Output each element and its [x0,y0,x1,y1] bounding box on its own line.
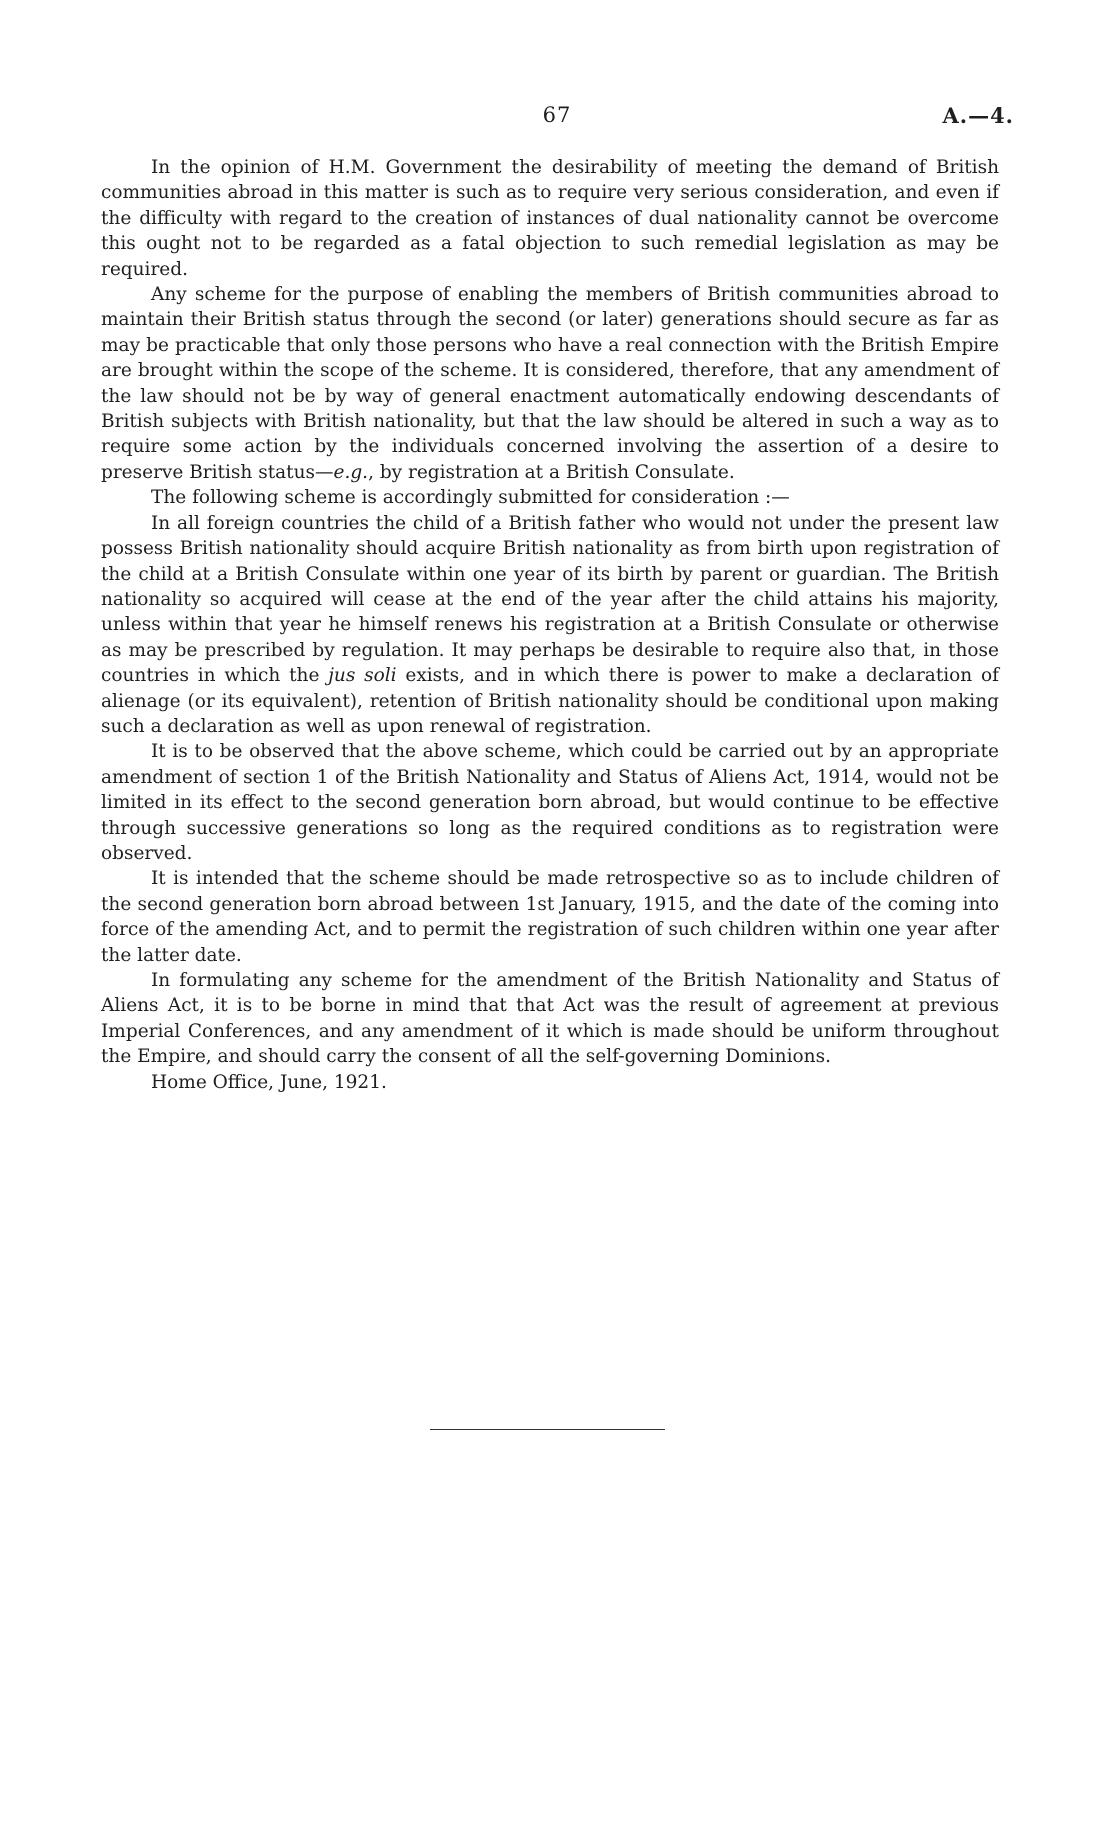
paragraph: It is to be observed that the above scheme, which could be carried out by an appropriate amendment of section 1 of the British Nationality and Status of Aliens Act, 1914, would not be limited in its effect to the second generation born abroad, but would continue to be effective through successive generations so long as the required conditions as to registration were observed. [101,741,999,864]
paragraph: In formulating any scheme for the amendment of the British Nationality and Status of Aliens Act, it is to be borne in mind that that Act was the result of agreement at previous Imperial Conferences, and any amendment of it which is made should be uniform throughout the Empire, and should carry the consent of all the self-governing Dominions. [101,970,999,1068]
document-reference: A.—4. [942,103,1014,128]
italic-latin-term: jus soli [328,665,397,687]
paragraph: It is intended that the scheme should be made retrospective so as to include children of the second generation born abroad between 1st January, 1915, and the date of the coming into force of the amending Act, and to permit the registration of such children within one year after the latter date. [101,868,999,966]
page-number: 67 [542,103,572,127]
signature-line: Home Office, June, 1921. [151,1071,387,1093]
horizontal-rule [430,1429,665,1430]
paragraph: The following scheme is accordingly submitted for consideration :— [151,487,790,509]
document-body [101,155,999,1095]
paragraph: In the opinion of H.M. Government the desirability of meeting the demand of British communities abroad in this matter is such as to require very serious consideration, and even if the difficulty with regard to the creation of instances of dual nationality cannot be overcome this ought not to be regarded as a fatal objection to such remedial legislation as may be required. [101,157,999,280]
paragraph: Any scheme for the purpose of enabling the members of British communities abroad to maintain their British status through the second (or later) generations should secure as far as may be practicable that only those persons who have a real connection with the British Empire are brought within the scope of the scheme. It is considered, therefore, that any amendment of the law should not be by way of general enactment automatically endowing descendants of British subjects with British nationality, but that the law should be altered in such a way as to require some action by the individuals concerned involving the assertion of a desire to preserve British status—e.g., by registration at a British Consulate. [101,284,999,483]
italic-abbreviation: e.g. [333,461,369,483]
paragraph: In all foreign countries the child of a British father who would not under the present law possess British nationality should acquire British nationality as from birth upon registration of the child at a British Consulate within one year of its birth by parent or guardian. The British nationality so acquired will cease at the end of the year after the child attains his majority, unless within that year he himself renews his registration at a British Consulate or otherwise as may be prescribed by regulation. It may perhaps be desirable to require also that, in those countries in which the jus soli exists, and in which there is power to make a declaration of alienage (or its equivalent), retention of British nationality should be conditional upon making such a declaration as well as upon renewal of registration. [101,512,999,737]
